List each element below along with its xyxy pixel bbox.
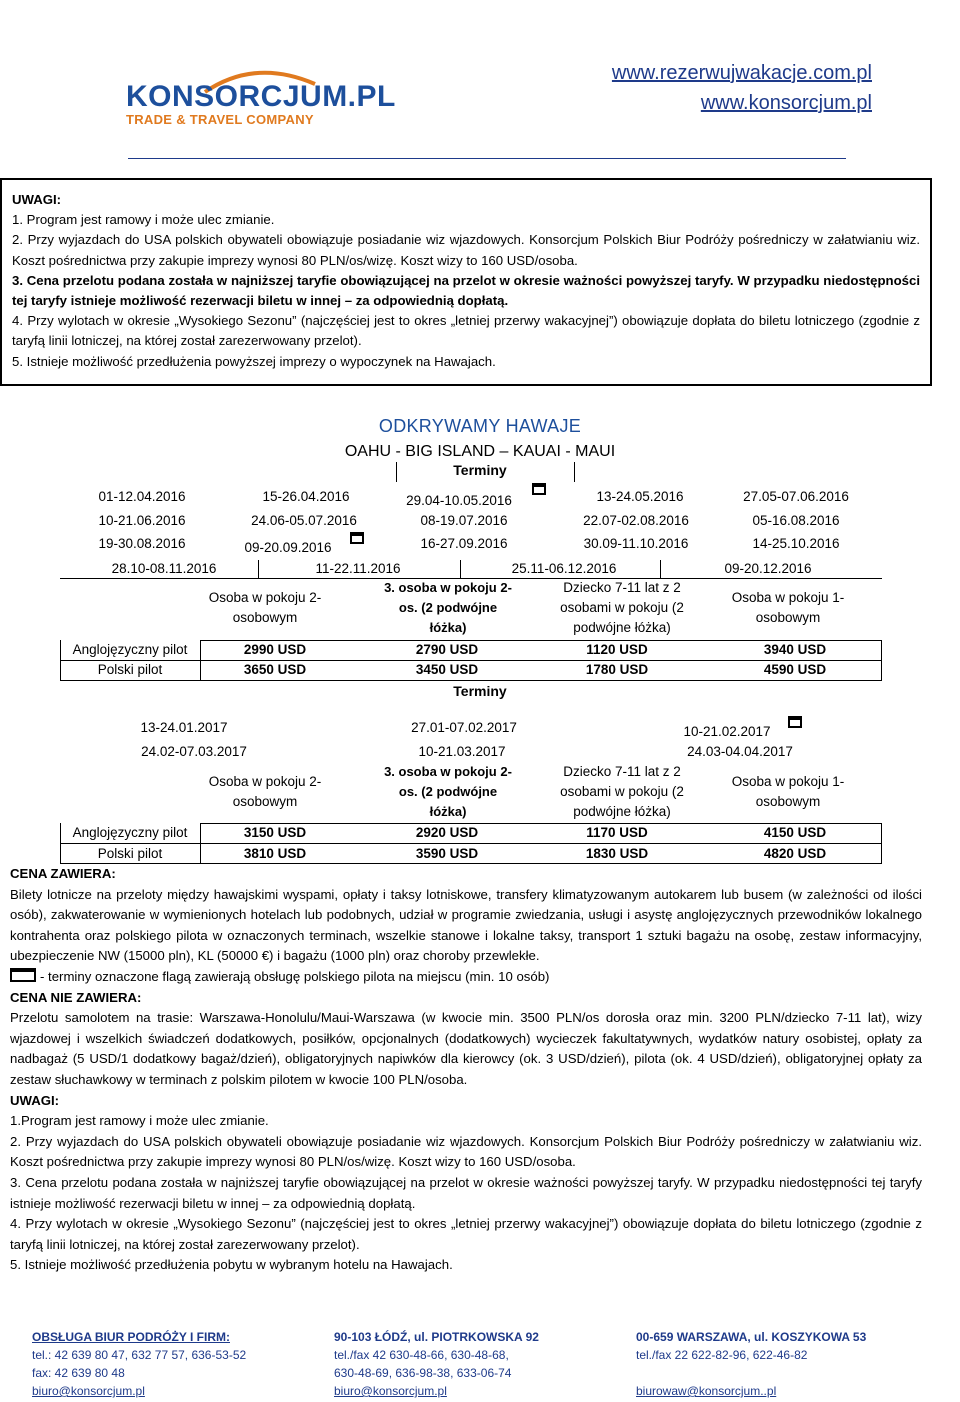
col-header-child: Dziecko 7-11 lat z 2 osobami w pokoju (2 podwójne łóżka) [560, 580, 684, 635]
footer-col-warszawa [636, 1328, 866, 1400]
date-cell: 08-19.07.2016 [420, 513, 508, 528]
footer-email-link[interactable]: biurowaw@konsorcjum..pl [636, 1384, 777, 1398]
date-cell: 24.02-07.03.2017 [141, 744, 247, 759]
grid-line [60, 680, 882, 681]
col-header-double: Osoba w pokoju 2-osobowym [208, 590, 322, 625]
company-logo [118, 70, 396, 130]
terminy-label-2017: Terminy [453, 683, 507, 699]
notice-title: UWAGI: [12, 192, 62, 207]
row-label-polish-pilot: Polski pilot [97, 662, 163, 677]
footer-blank [636, 1364, 866, 1382]
date-cell: 10-21.03.2017 [418, 744, 506, 759]
price-cell: 1830 USD [585, 846, 649, 861]
header-links [612, 58, 872, 118]
footer-phone: tel./fax 42 630-48-66, 630-48-68, [334, 1348, 509, 1362]
price-cell: 4820 USD [763, 846, 827, 861]
date-cell: 15-26.04.2016 [262, 489, 350, 504]
includes-text: Bilety lotnicze na przeloty między hawajskimi wyspami, opłaty i taksy lotniskowe, transfery klimatyzowanym autokarem lub busem (w zależności od ilości osób), zakwaterowanie w wymienionych hotelach lub podobnych, udział w programie zwiedzania, usługi i asystę anglojęzycznych przewodników lokalnego kontrahenta oraz polskiego pilota w oznaczonych terminach, wszelkie stanowe i lokalne taksy, transport 1 sztuki bagażu na osobę, zestaw informacyjny, ubezpieczenie NW (15000 pln), KL (50000 €) i bagażu (1000 pln) oraz choroby przewlekłe. [10, 886, 922, 964]
logo-text: KONSORCJUM.PL [126, 80, 396, 113]
price-cell: 3650 USD [243, 662, 307, 677]
notes2-item-1: 1.Program jest ramowy i może ulec zmianie. [10, 1113, 269, 1129]
price-cell: 4150 USD [763, 825, 827, 840]
footer-fax: fax: 42 639 80 48 [32, 1366, 125, 1380]
includes-title: CENA ZAWIERA: [10, 866, 116, 881]
footer-col-office [32, 1328, 246, 1400]
date-cell: 22.07-02.08.2016 [583, 513, 689, 528]
date-cell: 13-24.05.2016 [596, 489, 684, 504]
logo-tagline: TRADE & TRAVEL COMPANY [126, 112, 314, 127]
notes2-item-3: 3. Cena przelotu podana została w najniższej taryfie obowiązującej na przelot w okresie ważności powyższej taryfy. W przypadku niedostępności tej taryfy istnieje możliwość rezerwacji biletu w innej – za odpowiednią dopłatą. [10, 1174, 922, 1211]
offer-subtitle: OAHU - BIG ISLAND – KAUAI - MAUI [344, 443, 616, 460]
grid-line [396, 462, 397, 482]
date-cell: 10-21.02.2017 [683, 724, 771, 739]
notes2-title: UWAGI: [10, 1092, 60, 1108]
notice-item-4: 4. Przy wylotach w okresie „Wysokiego Sezonu” (najczęściej jest to okres „letniej przerwy wakacyjnej”) obowiązuje dopłata do biletu lotniczego (zgodnie z taryfą linii lotniczej, na której został zarezerwowany przelot). [12, 313, 920, 349]
price-cell: 3940 USD [763, 642, 827, 657]
notice-item-3: 3. Cena przelotu podana została w najniższej taryfie obowiązującej na przelot w okresie ważności powyższej taryfy. W przypadku niedostępności tej taryfy istnieje możliwość rezerwacji biletu w innej – za odpowiednią dopłatą. [12, 272, 920, 309]
polish-flag-icon [350, 532, 364, 544]
col-header-double: Osoba w pokoju 2-osobowym [208, 774, 322, 809]
date-cell: 16-27.09.2016 [420, 536, 508, 551]
grid-line [460, 560, 461, 578]
row-label-english-pilot: Anglojęzyczny pilot [72, 825, 188, 840]
offer-title: ODKRYWAMY HAWAJE [378, 416, 582, 436]
grid-line [200, 823, 201, 863]
footer-address: 90-103 ŁÓDŹ, ul. PIOTRKOWSKA 92 [334, 1330, 539, 1344]
date-cell: 09-20.09.2016 [244, 540, 332, 555]
excludes-text: Przelotu samolotem na trasie: Warszawa-Honolulu/Maui-Warszawa (w kwocie min. 3500 PLN/os dorosła oraz min. 3200 PLN/dziecko 7-11 lat), wizy wjazdowej i wszelkich świadczeń dodatkowych, posiłków, opcjonalnych (dodatkowych) wycieczek fakultatywnych, wydatków natury osobistej, opłaty za nadbagaż (5 USD/1 dodatkowy bagaż/dzień), obligatoryjnych napiwków dla kierowcy (ok. 3 USD/dzień), pilota (ok. 4 USD/dzień), obligatoryjnej opłaty za zestaw słuchawkowy w terminach z polskim pilotem w kwocie 100 PLN/osoba. [10, 1010, 922, 1087]
date-cell: 19-30.08.2016 [98, 536, 186, 551]
price-cell: 4590 USD [763, 662, 827, 677]
date-cell: 25.11-06.12.2016 [511, 561, 617, 576]
date-cell: 27.01-07.02.2017 [411, 720, 517, 735]
excludes-title: CENA NIE ZAWIERA: [10, 989, 142, 1005]
price-cell: 3810 USD [243, 846, 307, 861]
col-header-third-person: 3. osoba w pokoju 2-os. (2 podwójne łóżka) [384, 764, 512, 819]
grid-line [660, 560, 661, 578]
footer-phone: tel.: 42 639 80 47, 632 77 57, 636-53-52 [32, 1348, 247, 1362]
price-cell: 1780 USD [585, 662, 649, 677]
date-cell: 01-12.04.2016 [98, 489, 186, 504]
link-rezerwujwakacje[interactable]: www.rezerwujwakacje.com.pl [611, 62, 872, 84]
grid-line [574, 462, 575, 482]
col-header-child: Dziecko 7-11 lat z 2 osobami w pokoju (2 podwójne łóżka) [560, 764, 684, 819]
footer-heading: OBSŁUGA BIUR PODRÓŻY I FIRM: [32, 1330, 230, 1344]
col-header-single: Osoba w pokoju 1-osobowym [731, 774, 845, 809]
date-cell: 28.10-08.11.2016 [111, 561, 217, 576]
includes-section [10, 864, 922, 1276]
date-cell: 29.04-10.05.2016 [406, 493, 512, 508]
notes2-item-2: 2. Przy wyjazdach do USA polskich obywateli obowiązuje posiadanie wiz wjazdowych. Konsorcjum Polskich Biur Podróży pośredniczy w załatwianiu wiz. Koszt pośrednictwa przy zakupie imprezy wynosi 80 PLN/os/wizę. Koszt wizy to 160 USD/osoba. [10, 1133, 922, 1170]
date-cell: 10-21.06.2016 [98, 513, 186, 528]
col-header-single: Osoba w pokoju 1-osobowym [731, 590, 845, 625]
link-konsorcjum[interactable]: www.konsorcjum.pl [700, 92, 872, 114]
date-cell: 30.09-11.10.2016 [583, 536, 689, 551]
date-cell: 24.03-04.04.2017 [687, 744, 793, 759]
footer-phone: tel./fax 22 622-82-96, 622-46-82 [636, 1348, 808, 1362]
polish-flag-icon [10, 968, 36, 982]
grid-line [881, 640, 882, 680]
terminy-label-2016: Terminy [453, 462, 507, 478]
price-cell: 2920 USD [415, 825, 479, 840]
footer-email-link[interactable]: biuro@konsorcjum.pl [32, 1384, 145, 1398]
col-header-third-person: 3. osoba w pokoju 2-os. (2 podwójne łóżka) [384, 580, 512, 635]
date-cell: 13-24.01.2017 [140, 720, 228, 735]
date-cell: 14-25.10.2016 [752, 536, 840, 551]
footer-address: 00-659 WARSZAWA, ul. KOSZYKOWA 53 [636, 1330, 867, 1344]
price-cell: 2990 USD [243, 642, 307, 657]
date-cell: 24.06-05.07.2016 [251, 513, 357, 528]
notice-item-5: 5. Istnieje możliwość przedłużenia powyższej imprezy o wypoczynek na Hawajach. [12, 353, 496, 369]
header-divider [128, 158, 846, 159]
date-cell: 27.05-07.06.2016 [743, 489, 849, 504]
price-cell: 3590 USD [415, 846, 479, 861]
row-label-english-pilot: Anglojęzyczny pilot [72, 642, 188, 657]
price-cell: 3450 USD [415, 662, 479, 677]
footer-email-link[interactable]: biuro@konsorcjum.pl [334, 1384, 447, 1398]
price-cell: 1170 USD [586, 825, 648, 840]
date-cell: 09-20.12.2016 [724, 561, 812, 576]
polish-flag-icon [532, 483, 546, 495]
notice-item-2: 2. Przy wyjazdach do USA polskich obywateli obowiązuje posiadanie wiz wjazdowych. Konsorcjum Polskich Biur Podróży pośredniczy w załatwianiu wiz. Koszt pośrednictwa przy zakupie imprezy wynosi 80 PLN/os/wizę. Koszt wizy to 160 USD/osoba. [12, 232, 920, 268]
notice-box [0, 178, 932, 386]
row-label-polish-pilot: Polski pilot [97, 846, 163, 861]
price-cell: 1120 USD [586, 642, 648, 657]
notes2-item-5: 5. Istnieje możliwość przedłużenia pobytu w wybranym hotelu na Hawajach. [10, 1257, 453, 1273]
grid-line [881, 823, 882, 863]
date-cell: 11-22.11.2016 [315, 561, 401, 576]
price-cell: 3150 USD [243, 825, 307, 840]
notes2-item-4: 4. Przy wylotach w okresie „Wysokiego Sezonu” (najczęściej jest to okres „letniej przerwy wakacyjnej”) obowiązuje dopłata do biletu lotniczego (zgodnie z taryfą linii lotniczej, na której został zarezerwowany przelot). [10, 1216, 922, 1252]
footer-col-lodz [334, 1328, 539, 1400]
polish-flag-icon [788, 716, 802, 728]
price-cell: 2790 USD [415, 642, 479, 657]
notice-item-1: 1. Program jest ramowy i może ulec zmianie. [12, 212, 275, 228]
flag-note: - terminy oznaczone flagą zawierają obsługę polskiego pilota na miejscu (min. 10 osób) [10, 967, 922, 988]
page-header [0, 0, 960, 180]
footer-phone-more: 630-48-69, 636-98-38, 633-06-74 [334, 1366, 512, 1380]
date-cell: 05-16.08.2016 [752, 513, 840, 528]
grid-line [258, 560, 259, 578]
